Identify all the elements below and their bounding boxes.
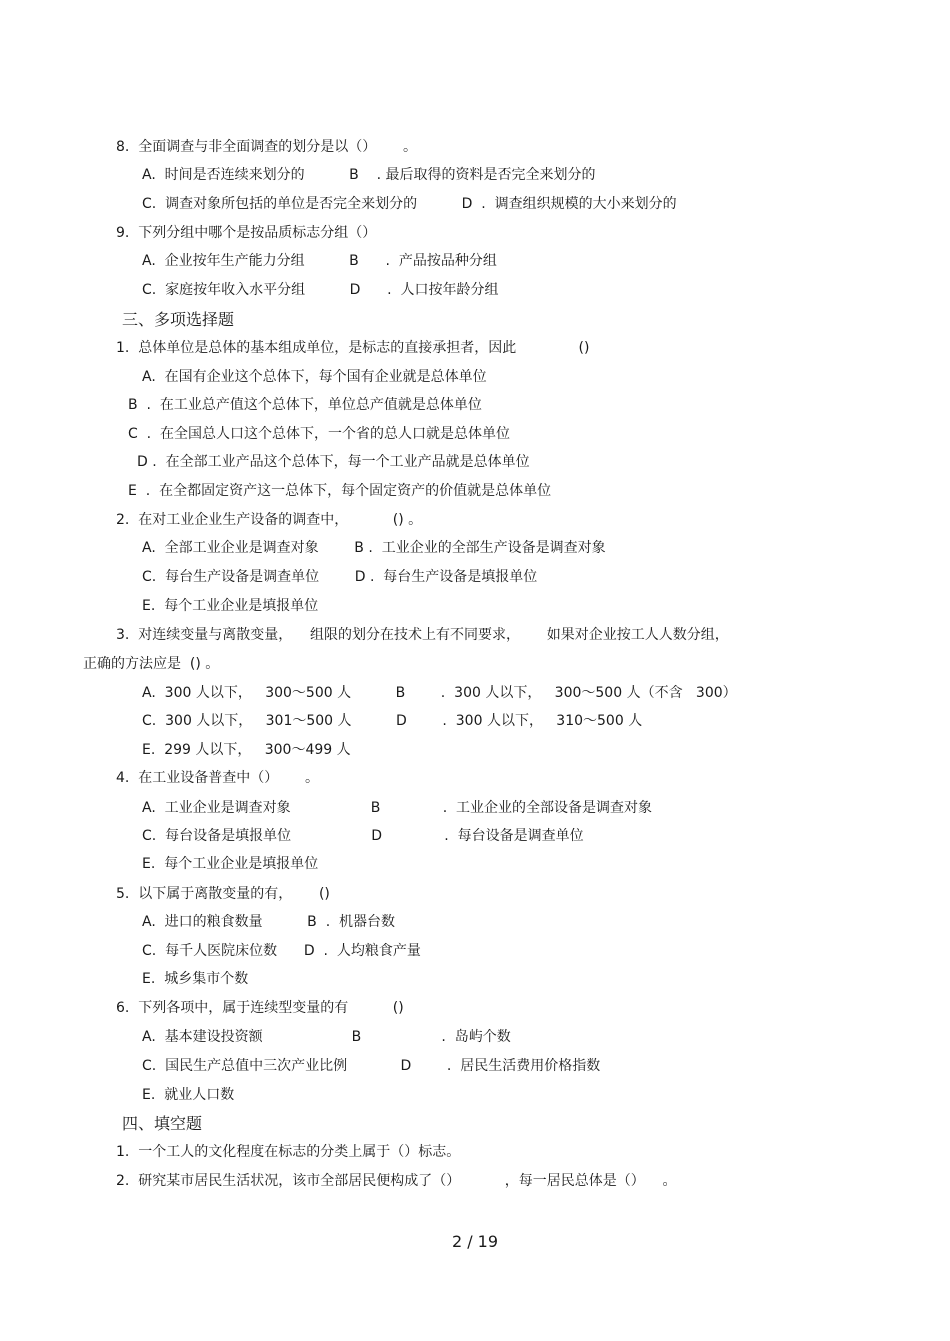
mq5-stem: 5. 以下属于离散变量的有， ()	[116, 886, 330, 902]
mq3-options-cd: C. 300 人以下， 301～500 人 D . 300 人以下， 310～500 人	[142, 713, 643, 729]
fq2-stem: 2. 研究某市居民生活状况，该市全部居民便构成了（） ，每一居民总体是（） 。	[116, 1173, 677, 1189]
q9-options-cd: C. 家庭按年收入水平分组 D . 人口按年龄分组	[142, 282, 499, 298]
mq4-options-ab: A. 工业企业是调查对象 B . 工业企业的全部设备是调查对象	[142, 800, 653, 816]
mq1-option-d: D . 在全部工业产品这个总体下，每一个工业产品就是总体单位	[137, 454, 530, 470]
mq5-options-cd: C. 每千人医院床位数 D . 人均粮食产量	[142, 943, 421, 959]
mq4-options-cd: C. 每台设备是填报单位 D . 每台设备是调查单位	[142, 828, 584, 844]
mq1-option-e: E . 在全都固定资产这一总体下，每个固定资产的价值就是总体单位	[128, 483, 552, 499]
mq6-options-cd: C. 国民生产总值中三次产业比例 D . 居民生活费用价格指数	[142, 1058, 601, 1074]
mq6-option-e: E. 就业人口数	[142, 1087, 235, 1103]
mq5-options-ab: A. 进口的粮食数量 B . 机器台数	[142, 914, 396, 930]
q8-options-cd: C. 调查对象所包括的单位是否完全来划分的 D . 调查组织规模的大小来划分的	[142, 196, 677, 212]
q8-stem: 8. 全面调查与非全面调查的划分是以（） 。	[116, 139, 417, 155]
mq4-option-e: E. 每个工业企业是填报单位	[142, 856, 319, 872]
q9-options-ab: A. 企业按年生产能力分组 B . 产品按品种分组	[142, 253, 497, 269]
mq2-stem: 2. 在对工业企业生产设备的调查中， () 。	[116, 512, 423, 528]
mq2-options-ab: A. 全部工业企业是调查对象 B . 工业企业的全部生产设备是调查对象	[142, 540, 606, 556]
mq1-option-a: A. 在国有企业这个总体下，每个国有企业就是总体单位	[142, 369, 487, 385]
mq2-options-cd: C. 每台生产设备是调查单位 D . 每台生产设备是填报单位	[142, 569, 538, 585]
fq1-stem: 1. 一个工人的文化程度在标志的分类上属于（）标志。	[116, 1144, 461, 1160]
section-heading-multiple-choice: 三、多项选择题	[122, 310, 235, 329]
mq6-stem: 6. 下列各项中，属于连续型变量的有 ()	[116, 1000, 404, 1016]
mq2-option-e: E. 每个工业企业是填报单位	[142, 598, 319, 614]
q8-options-ab: A. 时间是否连续来划分的 B . 最后取得的资料是否完全来划分的	[142, 167, 596, 183]
mq5-option-e: E. 城乡集市个数	[142, 971, 249, 987]
mq1-stem: 1. 总体单位是总体的基本组成单位，是标志的直接承担者，因此 ()	[116, 340, 590, 356]
mq3-stem: 3. 对连续变量与离散变量， 组限的划分在技术上有不同要求， 如果对企业按工人人数分组，	[116, 627, 729, 643]
mq3-stem-continued: 正确的方法应是 () 。	[83, 656, 220, 672]
mq1-option-c: C . 在全国总人口这个总体下，一个省的总人口就是总体单位	[128, 426, 511, 442]
section-heading-fill-in: 四、填空题	[122, 1114, 203, 1133]
mq3-options-ab: A. 300 人以下， 300～500 人 B . 300 人以下， 300～500 人（不含 300）	[142, 685, 737, 701]
page-number: 2 / 19	[451, 1232, 499, 1251]
q9-stem: 9. 下列分组中哪个是按品质标志分组（）	[116, 225, 377, 241]
mq1-option-b: B . 在工业总产值这个总体下，单位总产值就是总体单位	[128, 397, 482, 413]
mq6-options-ab: A. 基本建设投资额 B . 岛屿个数	[142, 1029, 511, 1045]
mq3-option-e: E. 299 人以下， 300～499 人	[142, 742, 351, 758]
mq4-stem: 4. 在工业设备普查中（） 。	[116, 770, 319, 786]
